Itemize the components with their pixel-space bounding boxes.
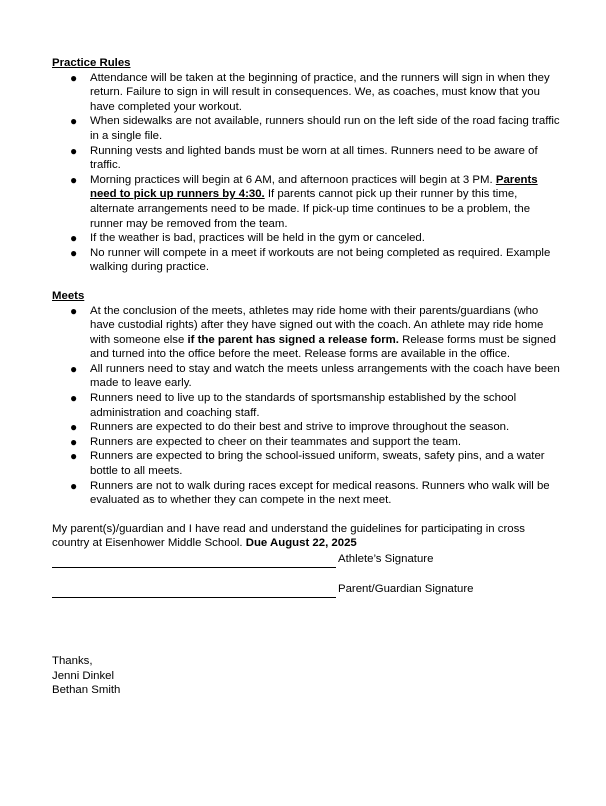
practice-rules-list <box>52 71 562 275</box>
agreement-statement: My parent(s)/guardian and I have read and understand the guidelines for participating in cross country at Eisenhower Middle School. Due August 22, 2025 <box>52 522 525 550</box>
list-item: ● Attendance will be taken at the beginning of practice, and the runners will sign in when they return. Failure to sign in will result in consequences. We, as coaches, must know that you have completed your workout. <box>70 70 550 113</box>
list-item: ● All runners need to stay and watch the meets unless arrangements with the coach have been made to leave early. <box>70 361 560 390</box>
bullet-icon: ● <box>70 245 78 260</box>
closing-block <box>52 654 120 698</box>
bullet-icon: ● <box>70 449 78 464</box>
parent-signature-field[interactable] <box>52 582 336 598</box>
bullet-icon: ● <box>70 231 78 246</box>
list-item: ● Runners are expected to do their best and strive to improve throughout the season. <box>70 420 510 435</box>
bullet-icon: ● <box>70 303 78 318</box>
list-item: ● No runner will compete in a meet if workouts are not being completed as required. Example walking during practice. <box>70 245 551 274</box>
list-item: ● Morning practices will begin at 6 AM, and afternoon practices will begin at 3 PM. Parents need to pick up runners by 4:30. If parents cannot pick up their runner by this time, alternate arrangements need to be made. If pick-up time continues to be a problem, the runner may be removed from the team. <box>70 172 538 230</box>
athlete-signature-label: Athlete’s Signature <box>338 553 434 565</box>
athlete-signature-line <box>52 552 433 568</box>
due-date: Due August 22, 2025 <box>245 537 357 550</box>
coach-name: Bethan Smith <box>52 684 121 697</box>
bullet-icon: ● <box>70 420 78 435</box>
practice-rules-heading: Practice Rules <box>52 57 131 69</box>
list-item: ● Runners are not to walk during races except for medical reasons. Runners who walk will be evaluated as to whether they can compete in the next meet. <box>70 478 550 507</box>
meets-heading: Meets <box>52 289 85 302</box>
list-item: ● Runners need to live up to the standards of sportsmanship established by the school administration and coaching staff. <box>70 391 517 419</box>
list-item: ● At the conclusion of the meets, athletes may ride home with their parents/guardians (who have custodial rights) after they have signed out with the coach. An athlete may ride home with someone else if the parent has signed a release form. Release forms must be signed and turned into the office before the meet. Release forms are available in the office. <box>70 303 556 361</box>
bullet-icon: ● <box>70 391 78 406</box>
bullet-icon: ● <box>70 143 78 158</box>
bullet-icon: ● <box>70 172 78 187</box>
list-item: ● Runners are expected to bring the school-issued uniform, sweats, safety pins, and a water bottle to all meets. <box>70 449 545 478</box>
coach-name: Jenni Dinkel <box>52 669 115 682</box>
list-item: ● Running vests and lighted bands must be worn at all times. Runners need to be aware of traffic. <box>70 143 538 172</box>
closing-thanks: Thanks, <box>52 655 93 667</box>
bullet-icon: ● <box>70 478 78 493</box>
meets-list <box>52 304 562 508</box>
parent-signature-label: Parent/Guardian Signature <box>338 583 474 595</box>
list-item: ● Runners are expected to cheer on their teammates and support the team. <box>70 434 462 449</box>
athlete-signature-field[interactable] <box>52 552 336 568</box>
list-item: ● If the weather is bad, practices will be held in the gym or canceled. <box>70 231 425 246</box>
bullet-icon: ● <box>70 70 78 85</box>
bullet-icon: ● <box>70 434 78 449</box>
pickup-time-emphasis: Parents need to pick up runners by 4:30. <box>90 173 538 201</box>
document-page <box>52 56 562 697</box>
release-form-emphasis: if the parent has signed a release form. <box>187 333 399 346</box>
bullet-icon: ● <box>70 114 78 129</box>
bullet-icon: ● <box>70 361 78 376</box>
parent-signature-line <box>52 582 474 598</box>
list-item: ● When sidewalks are not available, runners should run on the left side of the road facing traffic in a single file. <box>70 114 560 142</box>
